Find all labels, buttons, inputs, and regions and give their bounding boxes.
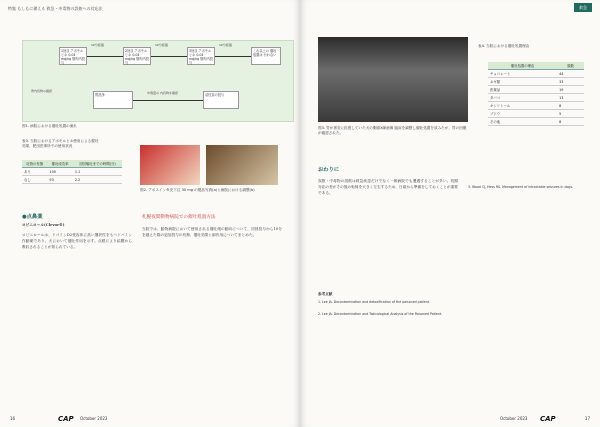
table-header: 催吐成功率 [47, 160, 72, 168]
flow-label: 中毒量の 内容物を確認 [147, 91, 178, 95]
issue-date: October 2023 [80, 416, 108, 421]
table-row [22, 176, 122, 184]
table-cell: 8 [557, 118, 584, 126]
flow-arrow [215, 56, 251, 57]
flow-arrow [151, 56, 187, 57]
drug-name: ロピニロール(Clevor®) [22, 223, 65, 227]
magazine-logo: CAP [58, 415, 74, 423]
table-cell: ブドウ [488, 110, 557, 118]
page-number: 17 [584, 416, 590, 421]
table-cell: タバコ [488, 94, 557, 102]
reference-item: 1. Lee JA. Decontamination and detoxification of the poisoned patient. [318, 300, 431, 304]
table-row [488, 78, 584, 86]
body-text-col2: 当院では、動物病院において使用される催吐剤の動向について、初回投与から10分を越えた際の追加投与の有無、催吐効果と副作用についてまとめた。 [142, 227, 282, 238]
reference-item: 2. Lee JA. Decontamination and Toxicological Analysis of the Poisoned Patient. [318, 312, 443, 316]
body-text-col1: ロピニロールは、ドパミンD2受容体に高い選択性をもつドパミン作動薬であり、犬において催吐作用を示す。点眼により結膜から吸収されることが知られている。 [22, 233, 132, 250]
flow-box: これ以上の 催吐処置は 行わない [251, 47, 281, 65]
table-cell: その他 [488, 118, 557, 126]
table-row [22, 168, 122, 176]
issue-date: October 2023 [500, 416, 528, 421]
table-header: 吐物の有無 [22, 160, 47, 168]
flow-arrow [133, 100, 203, 101]
table4-caption: 表4. 当院における催吐処置理由 [478, 44, 530, 48]
table3-caption: 表3. 当院におけるアポモルヒネ使用による催吐効果、肥田医事所での使用状況 [22, 139, 99, 148]
conclusion-text: 誤飲・中毒物の誤飲は救急疾患だけでなく一般病院でも遭遇することが多い。初期対応の差がその後の転帰を大きく左右するため、日頃から準備をしておくことが重要である。 [318, 179, 458, 196]
table-header-row [22, 160, 122, 168]
table-cell: 19 [557, 86, 584, 94]
magazine-logo: CAP [540, 415, 556, 423]
table-row [488, 94, 584, 102]
table-cell: ネギ類 [488, 78, 557, 86]
flow-box: 胃洗浄 [93, 91, 133, 109]
flow-box: 2回目 アポモルヒネ 0.04 mg/kg 筋肉内投与 [123, 47, 151, 65]
table-cell: 1.1 [73, 168, 122, 176]
table-header: 催吐処置の理由 [488, 62, 557, 70]
table-cell: 100 [47, 168, 72, 176]
figure1-caption: 図1. 病院における催吐処置の流れ [22, 124, 77, 128]
conclusion-title: おわりに [318, 167, 340, 173]
figure3-caption: 図3. 胃が著変に拡張していた犬の側面X線画像 臨床を調整し催吐処置を試みたが、胃の回避が確認された。 [318, 126, 467, 135]
flow-label: 胃内容物の確認 [31, 89, 53, 93]
flow-label: 10分経過 [155, 43, 168, 47]
table-row [488, 70, 584, 78]
section-subtitle: 札幌夜間動物病院での催吐処置方法 [142, 215, 216, 220]
product-photo-a [140, 145, 200, 185]
table-cell: 44 [557, 70, 584, 78]
flow-arrow [87, 56, 123, 57]
table-cell: チョコレート [488, 70, 557, 78]
table-row [488, 118, 584, 126]
running-head: 特集 もしもに備える 救急・中毒物の誤飲への対応法 [8, 6, 103, 11]
page-number: 16 [10, 416, 16, 421]
right-page [300, 0, 600, 427]
table-cell: キシリトール [488, 102, 557, 110]
flow-box: 3回目 アポモルヒネ 0.04 mg/kg 筋肉内投与 [187, 47, 215, 65]
table3 [22, 160, 122, 184]
reference-item: 3. Wood CJ, Hess RS. Management of intractable seizures in dogs. [468, 185, 574, 189]
table-header: 頭数 [557, 62, 584, 70]
table-cell: 医薬品 [488, 86, 557, 94]
table-cell: なし [22, 176, 47, 184]
table-cell: 2.2 [73, 176, 122, 184]
xray-image [318, 37, 468, 122]
table-cell: あり [22, 168, 47, 176]
figure1-flowchart [22, 40, 294, 122]
section-tab: 救急 [574, 3, 592, 12]
section-title: ●点鼻薬 [22, 214, 43, 220]
table-header: 初回嘔吐までの時間(分) [73, 160, 122, 168]
table-cell: 13 [557, 94, 584, 102]
flow-label: 10分経過 [219, 43, 232, 47]
flow-box: 活性炭の投与 [203, 91, 239, 109]
table4 [488, 62, 584, 126]
product-photo-b [206, 145, 278, 185]
table-cell: 33 [557, 78, 584, 86]
table-row [488, 86, 584, 94]
table-cell: 5 [557, 110, 584, 118]
figure2-caption: 図2. アポスイン®皮下注 30 mg の製品写真(a)と病院における調整(b) [140, 188, 255, 192]
flow-label: 10分経過 [91, 43, 104, 47]
references-title: 参考文献 [318, 292, 333, 296]
flow-box: 1回目 アポモルヒネ 0.04 mg/kg 筋肉内投与 [59, 47, 87, 65]
table-cell: 8 [557, 102, 584, 110]
table-header-row [488, 62, 584, 70]
table-row [488, 102, 584, 110]
table-cell: 93 [47, 176, 72, 184]
table-row [488, 110, 584, 118]
